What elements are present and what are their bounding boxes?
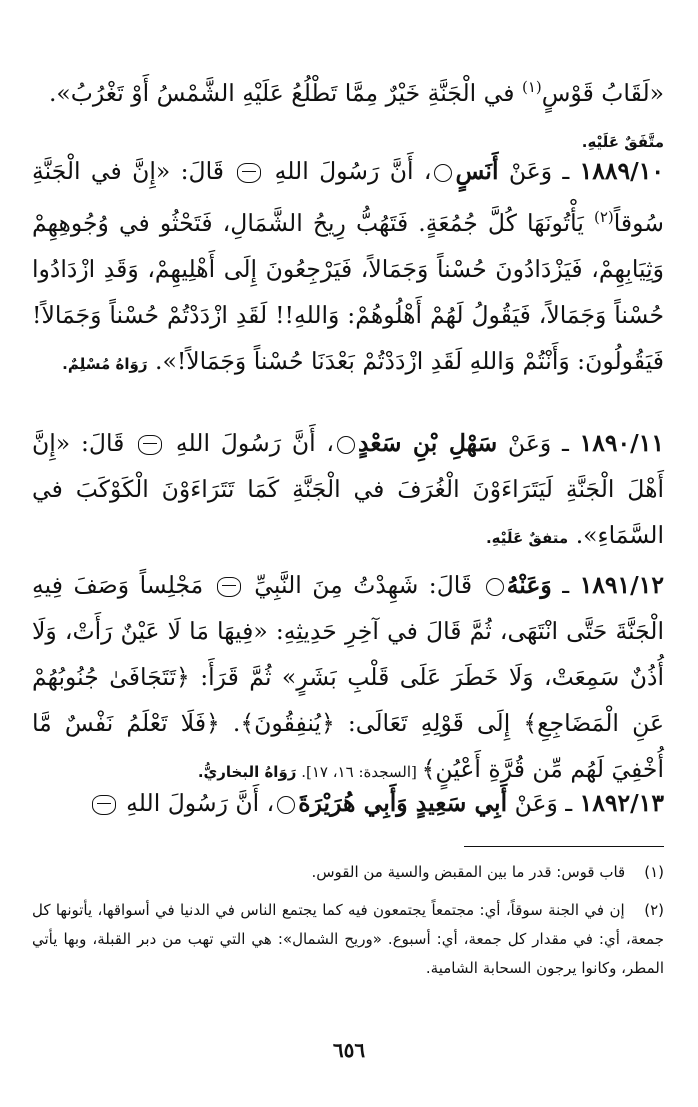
radiallahu-anhuma-icon xyxy=(277,796,295,814)
hadith-number: ١٨٩٢/١٣ xyxy=(579,789,664,817)
narrator-name: أَنَسٍ xyxy=(455,157,499,185)
hadith-text: ـ وَعَنْ xyxy=(507,789,580,817)
hadith-number: ١٨٨٩/١٠ xyxy=(579,157,664,185)
hadith-text: ، أَنَّ رَسُولَ اللهِ xyxy=(264,157,432,185)
hadith-text: مَجْلِساً وَصَفَ فِيهِ الْجَنَّةَ حَتَّى انْتَهَى، ثُمَّ قَالَ في آخِرِ حَدِيثِهِ: «فِيهَا مَا لَا عَيْنٌ رَأَتْ، وَلَا أُذُنٌ سَمِعَتْ، وَلَا خَطَرَ عَلَى قَلْبِ بَشَرٍ» ثُمَّ قَرَأَ: ﴿تَتَجَافَىٰ جُنُوبُهُمْ عَنِ الْمَضَاجِعِ﴾ إِلَى قَوْلِهِ تَعَالَى: ﴿يُنفِقُونَ﴾. ﴿فَلَا تَعْلَمُ نَفْسٌ مَّا أُخْفِيَ لَهُم مِّن قُرَّةِ أَعْيُنٍ﴾ xyxy=(32,571,664,783)
hadith-text: قَالَ: شَهِدْتُ مِنَ النَّبِيِّ xyxy=(243,571,483,599)
hadith-1892 xyxy=(32,780,664,826)
hadith-text: ، أَنَّ رَسُولَ اللهِ xyxy=(165,429,335,457)
narrator-name: أَبِي سَعِيدٍ وَأَبِي هُرَيْرَةَ xyxy=(298,789,508,817)
radiallahu-anhu-icon xyxy=(434,164,452,182)
quran-citation: [السجدة: ١٦، ١٧]. xyxy=(296,763,422,781)
hadith-source: متَّفَقٌ عَلَيْهِ. xyxy=(581,132,664,151)
hadith-text: قَالَ: «إِنَّ أَهْلَ الْجَنَّةِ لَيَتَرَاءَوْنَ الْغُرَفَ في الْجَنَّةِ كَمَا تَتَرَاءَوْنَ الْكَوْكَبَ في السَّمَاءِ». xyxy=(32,429,664,549)
footnote-text: إن في الجنة سوقاً، أي: مجتمعاً يجتمعون فيه كما يجتمع الناس في الدنيا في أسواقها، يأتونها كل جمعة، أي: في مقدار كل جمعة، أي: أسبوع. «وريح الشمال»: هي التي تهب من دبر القبلة، وبها يأتي المطر، وكانوا يرجون السحابة الشامية. xyxy=(32,901,664,977)
footnote-text: قاب قوس: قدر ما بين المقبض والسية من القوس. xyxy=(311,863,626,881)
salawat-icon xyxy=(237,163,261,183)
hadith-text: «لَقَابُ قَوْسٍ xyxy=(541,78,664,107)
salawat-icon xyxy=(92,795,116,815)
footnote-mark: (٢) xyxy=(644,901,664,919)
hadith-number: ١٨٩٠/١١ xyxy=(579,429,664,457)
hadith-text: ـ وَعَنْ xyxy=(498,157,580,185)
radiallahu-anhu-icon xyxy=(486,578,504,596)
hadith-1891 xyxy=(32,562,664,795)
footnote-divider xyxy=(464,846,664,847)
hadith-source: رَوَاهُ مُسْلِمٌ. xyxy=(62,354,148,373)
hadith-text: ـ وَعَنْ xyxy=(497,429,580,457)
hadith-source: متفقٌ عَلَيْهِ. xyxy=(485,529,569,547)
hadith-text: قَالَ: «إِنَّ في الْجَنَّةِ سُوقاً xyxy=(32,157,664,237)
salawat-icon xyxy=(138,435,162,455)
hadith-1890 xyxy=(32,420,664,561)
hadith-text: ، أَنَّ رَسُولَ اللهِ xyxy=(118,789,275,817)
footnote-mark: (١) xyxy=(644,863,664,881)
hadith-text: يَأْتُونَهَا كُلَّ جُمُعَةٍ. فَتَهُبُّ رِيحُ الشَّمَالِ، فَتَحْثُو في وُجُوهِهِمْ وَثِيَابِهِمْ، فَيَزْدَادُونَ حُسْناً وَجَمَالاً، فَيَرْجِعُونَ إِلَى أَهْلِيهِمْ، وَقَدِ ازْدَادُوا حُسْناً وَجَمَالاً، فَيَقُولُ لَهُمْ أَهْلُوهُمْ: وَاللهِ!! لَقَدِ ازْدَدْتُمْ حُسْناً وَجَمَالاً! فَيَقُولُونَ: وَأَنْتُمْ وَاللهِ لَقَدِ ازْدَدْتُمْ بَعْدَنَا حُسْناً وَجَمَالاً!». xyxy=(32,208,664,375)
hadith-1889 xyxy=(32,148,664,387)
salawat-icon xyxy=(217,577,241,597)
hadith-text: في الْجَنَّةِ خَيْرٌ مِمَّا تَطْلُعُ عَلَيْهِ الشَّمْسُ أَوْ تَغْرُبُ». xyxy=(48,78,522,107)
narrator-name: سَهْلِ بْنِ سَعْدٍ xyxy=(358,429,498,457)
footnote-2 xyxy=(32,896,664,983)
hadith-text: ـ xyxy=(551,571,580,599)
hadith-number: ١٨٩١/١٢ xyxy=(579,571,665,599)
footnote-ref: (٢) xyxy=(593,208,614,226)
footnote-1 xyxy=(32,858,664,887)
footnote-ref: (١) xyxy=(521,78,542,96)
radiallahu-anhu-icon xyxy=(337,436,355,454)
page-number: ٦٥٦ xyxy=(332,1038,366,1062)
narrator-name: وَعَنْهُ xyxy=(506,571,552,599)
hadith-source: رَوَاهُ البخاريُّ. xyxy=(197,763,297,781)
